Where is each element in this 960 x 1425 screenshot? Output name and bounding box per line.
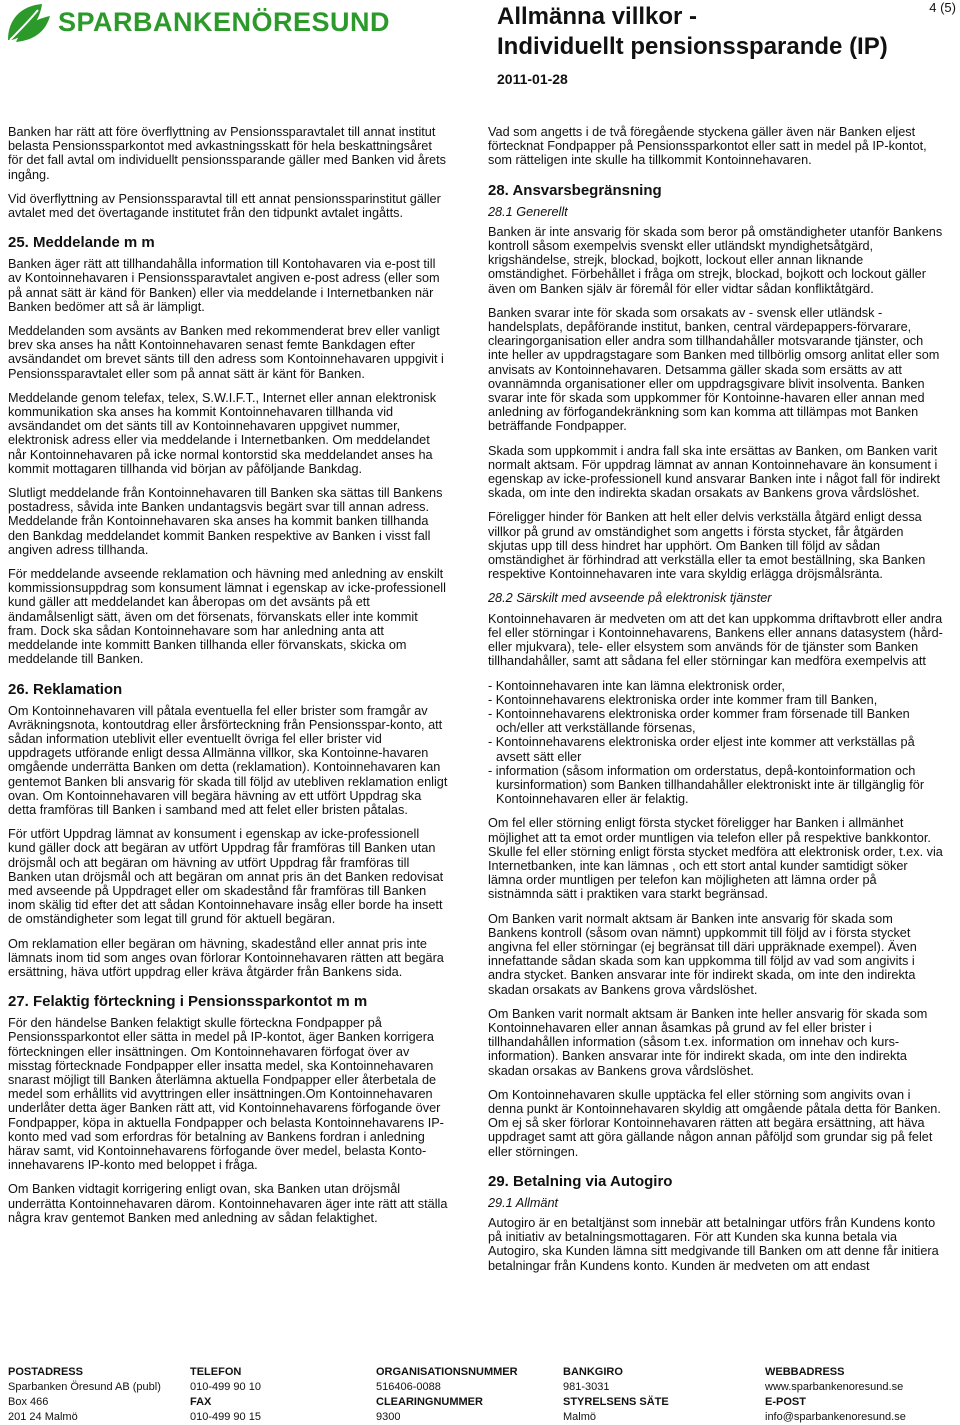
section-heading: 26. Reklamation [8, 680, 123, 698]
section-heading: 29. Betalning via Autogiro [488, 1172, 673, 1190]
paragraph: Slutligt meddelande från Kontoinnehavaren till Banken ska sättas till Bankens postadress, såvida inte Banken undantagsvis begärt svar till annan adress. Meddelande från Kontoinnehavaren ska anses ha kommit banken tillhanda den Bankdag meddelandet kommit Banken respektive av Banken i visst fall angiven adress tillhanda. [8, 486, 443, 557]
footer-label: WEBBADRESS [765, 1366, 845, 1378]
footer-value: 201 24 Malmö [8, 1411, 78, 1423]
paragraph: Banken är inte ansvarig för skada som beror på omständigheter utanför Bankens kontroll såsom exempelvis svenskt eller utländskt myndighetsåtgärd, krigshändelse, strejk, blockad, bojkott, lockout eller annan liknande omständighet. Förbehållet i fråga om strejk, blockad, bojkott och lockout gäller även om Banken själv är föremål för eller vidtar sådan konfliktåtgärd. [488, 224, 943, 296]
footer-label: BANKGIRO [563, 1366, 623, 1378]
footer-value: 010-499 90 10 [190, 1381, 261, 1393]
footer-postadress [8, 1365, 161, 1425]
bullet-list [488, 679, 944, 807]
section-heading: 28. Ansvarsbegränsning [488, 181, 662, 199]
page-number: 4 (5) [929, 0, 956, 15]
title-line-1: Allmänna villkor - [497, 3, 698, 30]
list-item: - Kontoinnehavaren inte kan lämna elektronisk order, [488, 678, 785, 693]
footer-label: ORGANISATIONSNUMMER [376, 1366, 518, 1378]
subsection-heading: 29.1 Allmänt [488, 1195, 559, 1210]
list-item: - Kontoinnehavarens elektroniska order kommer fram försenade till Banken och/eller att verkställande försenas, [488, 706, 910, 736]
list-item: - Kontoinnehavarens elektroniska order eljest inte kommer att verkställas på avsett sätt eller [488, 735, 915, 764]
footer-label: STYRELSENS SÄTE [563, 1396, 669, 1408]
document-date: 2011-01-28 [497, 71, 568, 87]
paragraph: Kontoinnehavaren är medveten om att det kan uppkomma driftavbrott eller andra fel eller störningar i Kontoinnehavarens, Bankens eller annans datasystem (hård- eller mjukvara), tele- eller elsystem som används för de tjänster som Banken tillhandahåller, samt att sådana fel eller störningar kan medföra exempelvis att [488, 611, 943, 669]
footer-organisation [376, 1365, 518, 1425]
paragraph: Autogiro är en betaltjänst som innebär att betalningar utförs från Kundens konto på initiativ av betalningsmottagaren. För att Kunden ska kunna betala via Autogiro, ska Kunden lämna sitt medgivande till Banken om att denne får initiera betalningar från Kundens konto. Kunden är medveten om att endast [488, 1216, 939, 1273]
footer-value: Malmö [563, 1411, 597, 1423]
subsection-heading: 28.2 Särskilt med avseende på elektronisk tjänster [488, 591, 772, 606]
paragraph: Meddelanden som avsänts av Banken med rekommenderat brev eller vanligt brev ska anses ha nått Kontoinnehavaren senast femte Bankdagen efter avsändandet om brevet sänts till den adress som Kontoinnehavaren uppgivit i Pensionssparavtalet eller som på annat sätt är känt för Banken. [8, 324, 444, 381]
website-link[interactable]: www.sparbankenoresund.se [765, 1381, 904, 1393]
email-link[interactable]: info@sparbankenoresund.se [765, 1411, 906, 1423]
footer-webb [765, 1365, 906, 1425]
footer-label: POSTADRESS [8, 1366, 83, 1378]
right-column [488, 125, 944, 1283]
footer-bankgiro [563, 1365, 669, 1425]
document-title [497, 2, 888, 88]
paragraph: För utfört Uppdrag lämnat av konsument i egenskap av icke-professionell kund gäller dock att begäran av utfört Uppdrag får framföras till Banken utan dröjsmål och att begäran om hävning av utfört Uppdrag får framföras till Banken utan dröjsmål och att begäran om annat pris än det Banken redovisat med avseende på Uppdraget eller om skadestånd får framföras till Banken inom skälig tid efter det att sådan Kontoinnehavare insåg eller borde ha insett de omständigheter som legat till grund för aktuell begäran. [8, 827, 444, 927]
footer-value: Sparbanken Öresund AB (publ) [8, 1381, 161, 1393]
paragraph: Om reklamation eller begäran om hävning, skadestånd eller annat pris inte lämnats inom tid som anges ovan förlorar Kontoinnehavaren rätten att begära ersättning, häva utfört uppdrag eller kräva åtgärder från Bankens sida. [8, 936, 444, 979]
paragraph: Vad som angetts i de två föregående styckena gäller även när Banken eljest förtecknat Fondpapper på Pensionssparkontot eller satt in medel på IP-kontot, som rätteligen inte skulle ha tillkommit Kontoinnehavaren. [488, 125, 927, 168]
paragraph: Om fel eller störning enligt första stycket föreligger har Banken i allmänhet möjlighet att ta emot order muntligen via telefon eller på respektive bankkontor. Skulle fel eller störning enligt första stycket medföra att elektronisk order, t.ex. via Internetbanken, inte kan lämnas , och ett stort antal kunder samtidigt söker lämna order muntligen per telefon kan möjligheten att lämna order på sistnämnda sätt i praktiken vara starkt begränsad. [488, 816, 943, 902]
paragraph: För meddelande avseende reklamation och hävning med anledning av enskilt kommissionsuppdrag som konsument lämnat i egenskap av icke-professionell kund gäller att meddelandet kan åberopas om det avsänts på ett ändamålsenligt sätt, även om det försenats, förvanskats eller inte kommit fram. Dock ska sådan Kontoinnehavare som har anledning anta att meddelande inte kommitt Banken tillhanda eller förvanskats, skicka om meddelande till Banken. [8, 567, 446, 667]
section-heading: 25. Meddelande m m [8, 234, 155, 252]
footer-label: E-POST [765, 1396, 806, 1408]
footer-value: 981-3031 [563, 1381, 610, 1393]
paragraph: Banken svarar inte för skada som orsakats av - svensk eller utländsk - handelsplats, depåförande institut, banken, central värdepappers-förvarare, clearingorganisation eller andra som tillhandahåller motsvarande tjänster, och inte heller av uppdragstagare som Banken med tillbörlig omsorg anlitat eller som anvisats av Kontoinnehavaren. Detsamma gäller skada som ersätts av att ovannämnda organisationer eller om uppdragsgivare blivit insolventa. Banken svarar inte för skada som uppkommer för Kontoinne-havaren eller annan med anledning av förfogandekränkning som kan komma att tillämpas mot Banken beträffande Fondpapper. [488, 305, 940, 434]
paragraph: Föreligger hinder för Banken att helt eller delvis verkställa åtgärd enligt dessa villkor på grund av omständighet som angetts i första stycket, får åtgärden skjutas upp till dess hindret har upphört. Om Banken till följd av sådan omständighet är förhindrad att verkställa eller ta emot beställning, ska Banken respektive Kontoinnehavaren inte vara skyldig erlägga dröjsmålsränta. [488, 510, 926, 582]
logo-text: SPARBANKENÖRESUND [58, 6, 391, 37]
paragraph: Om Banken varit normalt aktsam är Banken inte heller ansvarig för skada som Kontoinnehavaren eller annan åsamkas på grund av fel eller brister i tillhandahållen information (såsom t.ex. information om innehav och kurs-information). Banken ansvarar inte för indirekt skada, om inte den indirekta skadan orsakas av Bankens grova vårdslöshet. [488, 1006, 928, 1078]
footer-value: 516406-0088 [376, 1381, 441, 1393]
left-column [8, 125, 448, 1235]
footer-value: 9300 [376, 1411, 401, 1423]
paragraph: Banken har rätt att före överflyttning av Pensionssparavtalet till annat institut belasta Pensionssparkontot med avkastningsskatt för hela beskattningsåret för det fall avtal om individuellt pensionssparande gäller med Banken vid årets ingång. [8, 125, 446, 182]
subsection-heading: 28.1 Generellt [488, 204, 568, 219]
list-item: - information (såsom information om orderstatus, depå-kontoinformation och kursinformation) som Banken tillhandahåller elektroniskt inte är tillgänglig för Kontoinnehavaren eller är felaktig. [488, 763, 925, 807]
footer-telefon [190, 1365, 261, 1425]
paragraph: Om Banken vidtagit korrigering enligt ovan, ska Banken utan dröjsmål underrätta Kontoinnehavaren därom. Kontoinnehavaren äger inte rätt att ställa några krav gentemot Banken med anledning av sådan felaktighet. [8, 1182, 448, 1225]
footer-label: CLEARINGNUMMER [376, 1396, 483, 1408]
paragraph: Banken äger rätt att tillhandahålla information till Kontohavaren via e-post till av Kontoinnehavaren i Pensionssparavtalet angiven e-post adress (eller som på annat sätt är känd för Banken) eller via meddelande i Internetbanken när Banken bedömer att så är lämpligt. [8, 257, 440, 314]
paragraph: Om Banken varit normalt aktsam är Banken inte ansvarig för skada som Bankens kontroll (såsom ovan nämnt) uppkommit till följd av i första stycket angivna fel eller störningar (ej begränsat till däri uppräknade exempel). Även innefattande sådan skada som kan uppkomma till följd av vad som angivits i andra stycket. Banken ansvarar inte för indirekt skada, om inte den indirekta skadan orsakats av Bankens grova vårdslöshet. [488, 911, 917, 997]
section-heading: 27. Felaktig förteckning i Pensionssparkontot m m [8, 993, 368, 1011]
footer-value: 010-499 90 15 [190, 1411, 261, 1423]
paragraph: Om Kontoinnehavaren skulle upptäcka fel eller störning som angivits ovan i denna punkt är Kontoinnehavaren skyldig att omgående påtala detta för Banken. Om ej så sker förlorar Kontoinnehavaren rätten att begära ersättning, att häva uppdraget samt att göra gällande någon annan påföljd som grundar sig på felet eller störningen. [488, 1087, 941, 1159]
paragraph: Skada som uppkommit i andra fall ska inte ersättas av Banken, om Banken varit normalt aktsam. För uppdrag lämnat av annan Kontoinnehavare än konsument i egenskap av icke-professionell kund ansvarar Banken inte i något fall för indirekt skada, om inte den indirekta skadan orsakats av Bankens grova vårdslöshet. [488, 443, 941, 501]
title-line-2: Individuellt pensionssparande (IP) [497, 33, 888, 60]
paragraph: Vid överflyttning av Pensionssparavtal till ett annat pensionssparinstitut gäller avtalet med det övertagande institutet från den tidpunkt avtalet ingåtts. [8, 191, 441, 221]
paragraph: För den händelse Banken felaktigt skulle förteckna Fondpapper på Pensionssparkontot eller sätta in medel på IP-kontot, äger Banken korrigera förteckningen eller insättningen. Om Kontoinnehavaren förfogat över av misstag förtecknade Fondpapper eller insatta medel, ska Kontoinnehavaren snarast möjligt till Banken återlämna aktuella Fondpapper eller återbetala de medel som erhållits vid avyttringen eller insättningen.Om Kontoinnehavaren underlåter detta äger Banken rätt att, vid Kontoinnehavarens förfogande över Fondpapper, köpa in aktuella Fondpapper och belasta Kontoinnehavarens IP-konto med vad som erfordras för betalning av Bankens fordran i anledning härav samt, vid Kontoinnehavarens förfogande över medel, belasta Konto-innehavarens IP-konto med beloppet i fråga. [8, 1016, 444, 1173]
footer-label: FAX [190, 1396, 212, 1408]
paragraph: Meddelande genom telefax, telex, S.W.I.F.T., Internet eller annan elektronisk kommunikation ska anses ha kommit Kontoinnehavaren tillhanda vid avsändandet om det sänts till av Kontoinnehavaren uppgivet nummer, elektronisk adress eller via meddelande i Internetbanken. Om meddelandet når Kontoinnehavaren på icke normal kontorstid ska meddelandet anses ha kommit mottagaren tillhanda vid början av påföljande Bankdag. [8, 390, 437, 476]
bank-logo [2, 0, 390, 44]
list-item: - Kontoinnehavarens elektroniska order inte kommer fram till Banken, [488, 692, 878, 707]
page-header [0, 0, 960, 110]
footer-value: Box 466 [8, 1396, 49, 1408]
paragraph: Om Kontoinnehavaren vill påtala eventuella fel eller brister som framgår av Avräkningsnota, kontoutdrag eller årsförteckning från Pensionsspar-konto, att sådan information uteblivit eller eventuellt övriga fel eller brister vid uppdragets utförande enligt dessa Allmänna villkor, ska Kontoinne-havaren omgående underrätta Banken om detta (reklamation). Kontoinnehavaren kan gentemot Banken bli ansvarig för skada till följd av utebliven reklamation enligt ovan. Om Kontoinnehavaren vill begära hävning av ett utfört Uppdrag ska detta framföras till Banken i samband med att felet eller bristen påtalas. [8, 703, 448, 817]
leaf-icon [2, 0, 54, 44]
footer-label: TELEFON [190, 1366, 242, 1378]
